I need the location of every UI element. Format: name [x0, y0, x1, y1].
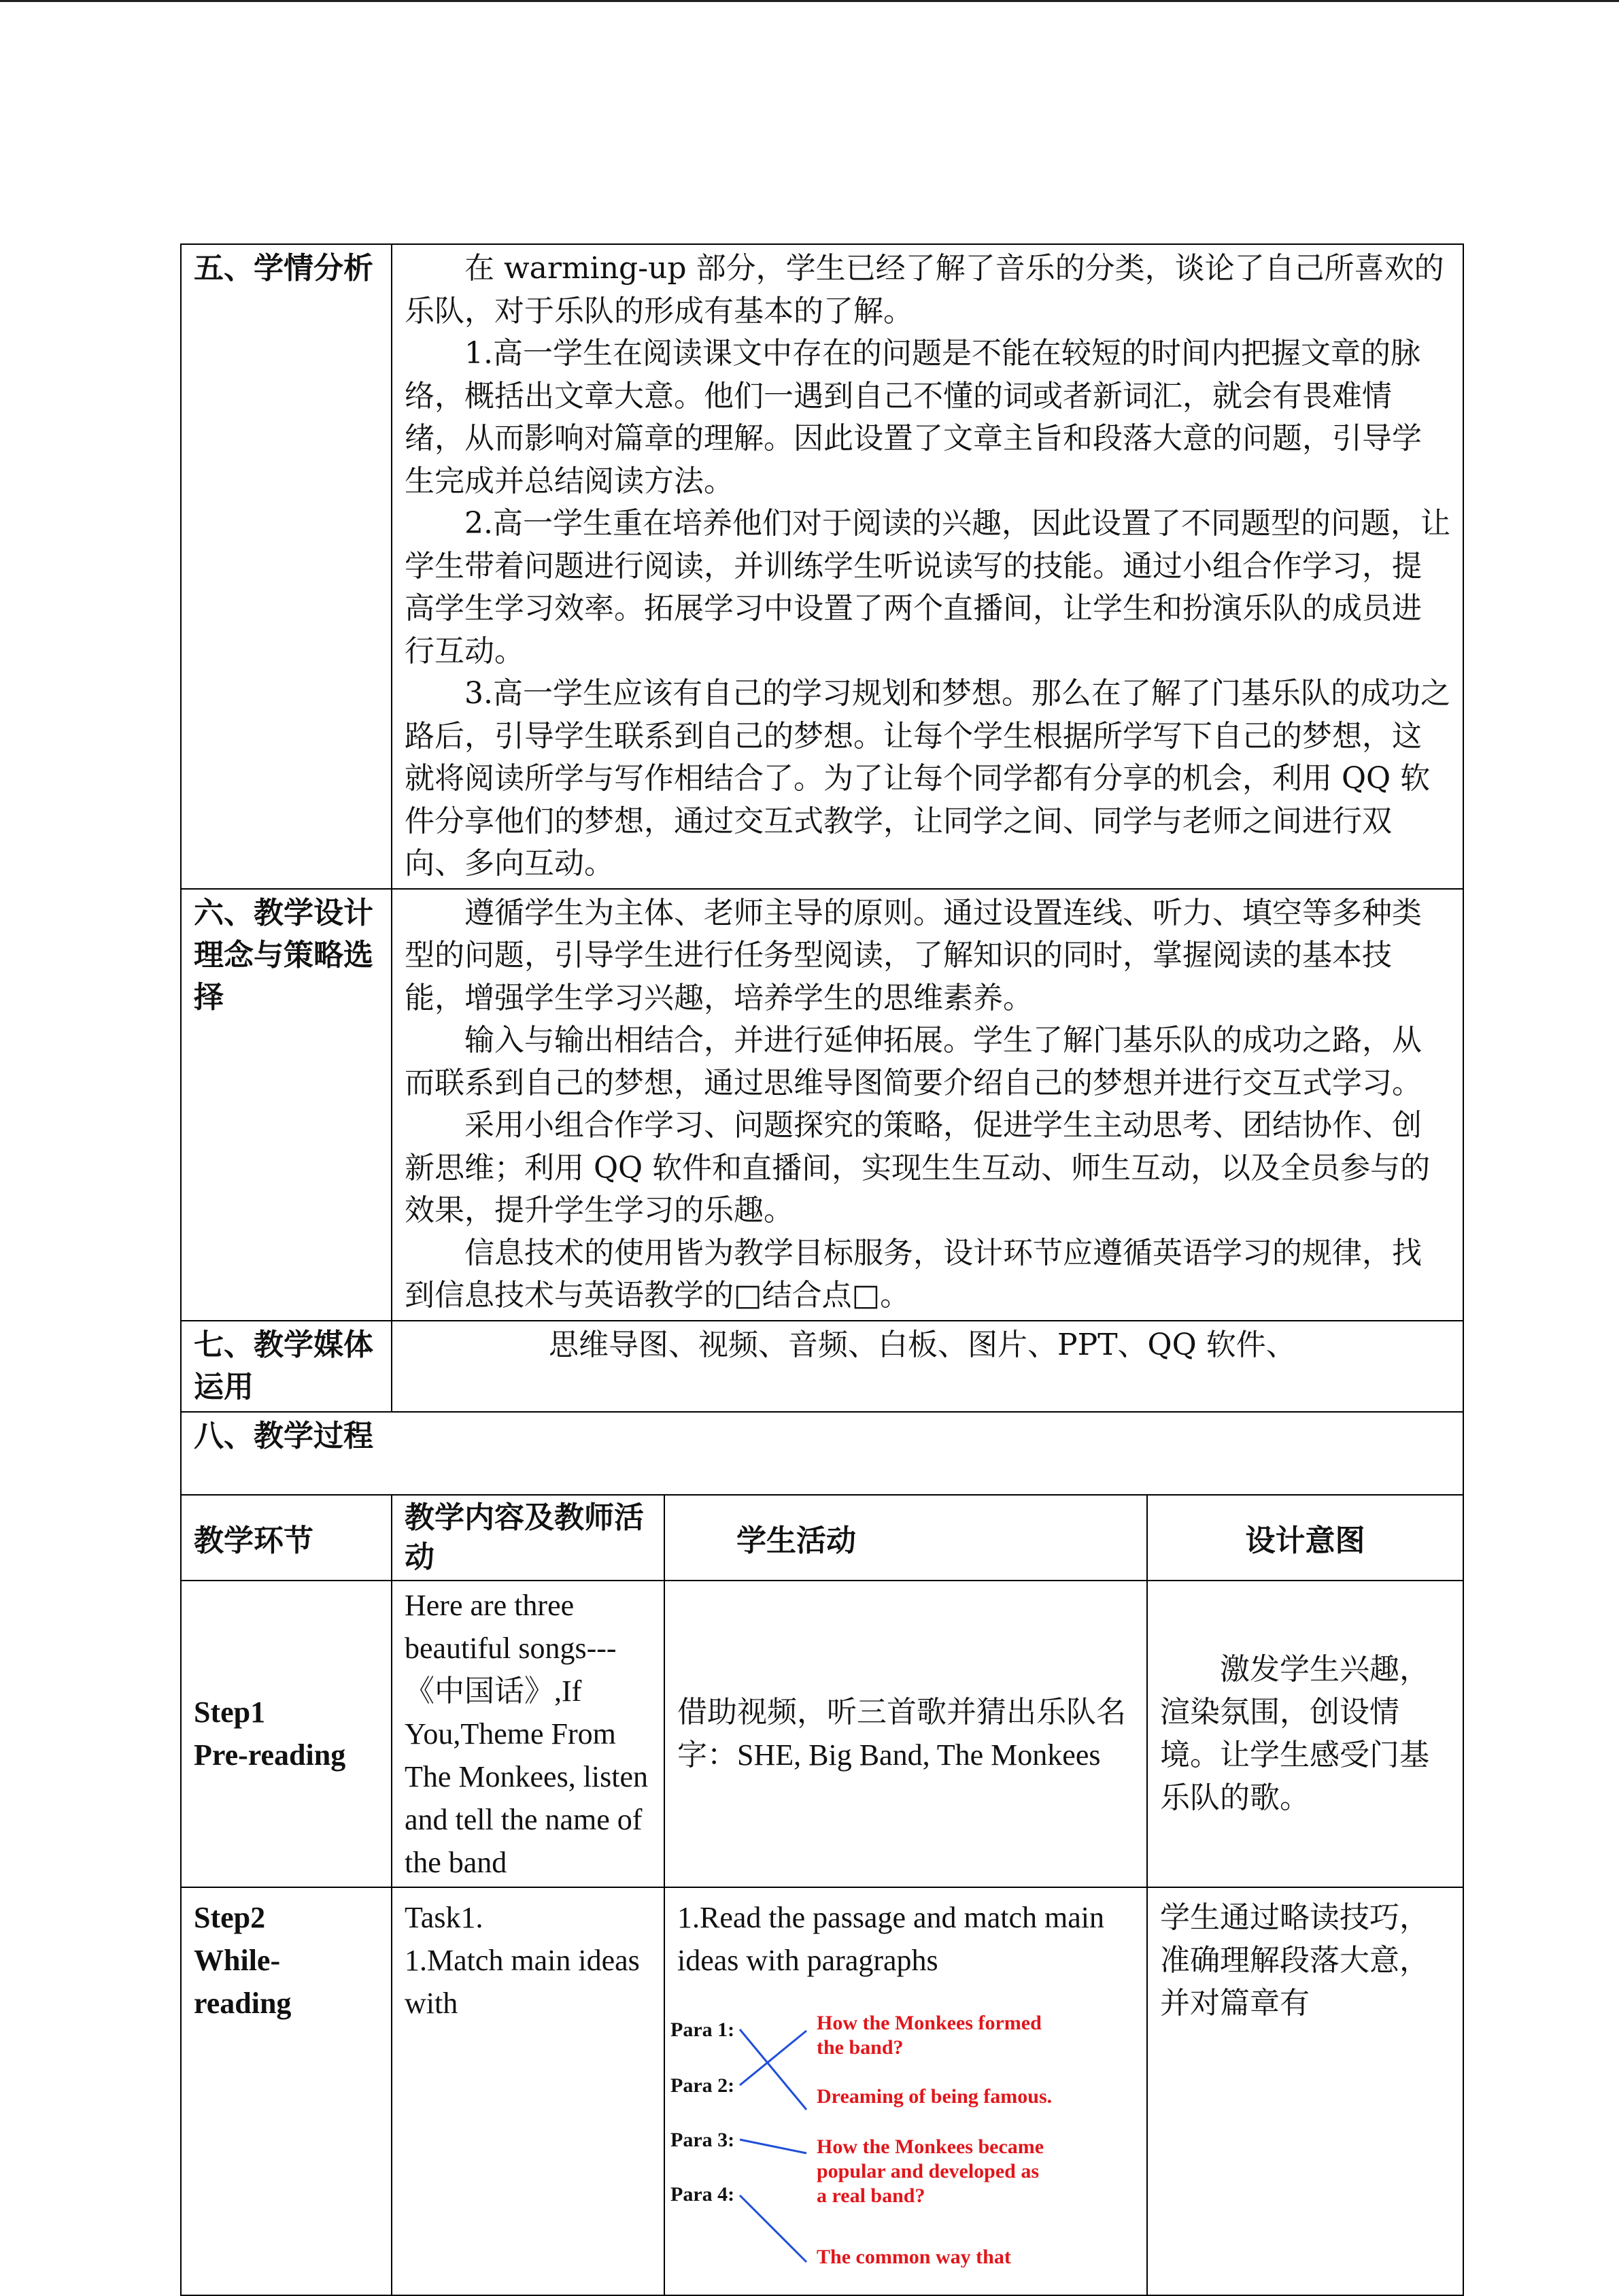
section6-row — [181, 889, 1463, 1321]
section6-content — [392, 889, 1463, 1321]
section6-paragraph: 信息技术的使用皆为教学目标服务，设计环节应遵循英语学习的规律，找到信息技术与英语教学的□结合点□。 — [405, 1235, 1422, 1313]
process-header-row — [181, 1495, 1463, 1581]
section5-content — [392, 244, 1463, 889]
process-row-step1 — [181, 1581, 1463, 1887]
section8-row — [181, 1412, 1463, 1495]
section6-label: 六、教学设计理念与策略选择 — [181, 889, 392, 1321]
section5-paragraph: 2.高一学生重在培养他们对于阅读的兴趣，因此设置了不同题型的问题，让学生带着问题进行阅读，并训练学生听说读写的技能。通过小组合作学习，提高学生学习效率。拓展学习中设置了两个直播间，让学生和扮演乐队的成员进行互动。 — [405, 506, 1450, 669]
match-idea-line: a real band? — [817, 2184, 925, 2207]
step2-student-activity: 1.Read the passage and match main ideas with paragraphs — [677, 1900, 1105, 1977]
section6-paragraph: 输入与输出相结合，并进行延伸拓展。学生了解门基乐队的成功之路，从而联系到自己的梦想，通过思维导图简要介绍自己的梦想并进行交互式学习。 — [405, 1023, 1422, 1100]
match-para-4: Para 4: — [670, 2182, 735, 2206]
step2-teacher-activity: 1.Match main ideas with — [405, 1943, 640, 2020]
section6-paragraph: 采用小组合作学习、问题探究的策略，促进学生主动思考、团结协作、创新思维；利用 QQ 软件和直播间，实现生生互动、师生互动，以及全员参与的效果，提升学生学习的乐趣。 — [405, 1108, 1431, 1228]
section5-row — [181, 244, 1463, 889]
section6-paragraph: 遵循学生为主体、老师主导的原则。通过设置连线、听力、填空等多种类型的问题，引导学生进行任务型阅读，了解知识的同时，掌握阅读的基本技能，增强学生学习兴趣，培养学生的思维素养。 — [405, 895, 1422, 1015]
process-row-step2 — [181, 1887, 1463, 2295]
section5-label: 五、学情分析 — [181, 244, 392, 889]
step1-intent-cell — [1147, 1581, 1463, 1887]
header-student: 学生活动 — [664, 1495, 1147, 1581]
step2-task: Task1. — [405, 1900, 483, 1934]
page-top-border — [0, 0, 1619, 2]
section5-paragraph: 3.高一学生应该有自己的学习规划和梦想。那么在了解了门基乐队的成功之路后，引导学生联系到自己的梦想。让每个学生根据所学写下自己的梦想，这就将阅读所学与写作相结合了。为了让每个同学都有分享的机会，利用 QQ 软件分享他们的梦想，通过交互式教学，让同学之间、同学与老师之间进行双向、多向互动。 — [405, 676, 1450, 881]
match-lines — [740, 2029, 806, 2262]
step1-stage-cell — [181, 1581, 392, 1887]
section8-label: 八、教学过程 — [181, 1412, 1463, 1495]
lesson-plan-page — [180, 243, 1463, 2296]
match-idea-line: popular and developed as — [817, 2159, 1040, 2182]
match-line-4 — [740, 2195, 806, 2262]
section7-content: 思维导图、视频、音频、白板、图片、PPT、QQ 软件、 — [392, 1321, 1463, 1412]
header-intent: 设计意图 — [1147, 1495, 1463, 1581]
match-diagram — [670, 2009, 1119, 2267]
match-para-2: Para 2: — [670, 2074, 735, 2097]
step1-stage: Pre-reading — [194, 1738, 346, 1772]
match-line-1 — [740, 2029, 806, 2110]
match-para-1: Para 1: — [670, 2018, 735, 2041]
step2-teacher-cell — [392, 1887, 664, 2295]
section7-row — [181, 1321, 1463, 1412]
section5-paragraph: 在 warming-up 部分，学生已经了解了音乐的分类，谈论了自己所喜欢的乐队，对于乐队的形成有基本的了解。 — [405, 251, 1444, 328]
section5-paragraph: 1.高一学生在阅读课文中存在的问题是不能在较短的时间内把握文章的脉络，概括出文章大意。他们一遇到自己不懂的词或者新词汇，就会有畏难情绪，从而影响对篇章的理解。因此设置了文章主旨和段落大意的问题，引导学生完成并总结阅读方法。 — [405, 336, 1422, 499]
match-idea-line: Dreaming of being famous. — [817, 2084, 1053, 2108]
match-idea-line: the band? — [817, 2036, 904, 2059]
step1-label: Step1 — [194, 1695, 266, 1729]
match-line-2 — [740, 2031, 806, 2085]
match-idea-line: How the Monkees became — [817, 2135, 1044, 2158]
section7-label: 七、教学媒体运用 — [181, 1321, 392, 1412]
step2-student-cell — [664, 1887, 1147, 2295]
match-para-3: Para 3: — [670, 2128, 735, 2151]
match-line-3 — [740, 2140, 806, 2153]
match-idea-line: The common way that — [817, 2245, 1011, 2267]
step2-stage: While-reading — [194, 1943, 292, 2020]
step1-intent: 激发学生兴趣，渲染氛围，创设情境。让学生感受门基乐队的歌。 — [1160, 1652, 1429, 1815]
match-idea-line: How the Monkees formed — [817, 2011, 1042, 2034]
step2-intent: 学生通过略读技巧，准确理解段落大意，并对篇章有 — [1147, 1887, 1463, 2295]
header-teacher: 教学内容及教师活动 — [392, 1495, 664, 1581]
step1-teacher-activity: Here are three beautiful songs---《中国话》,If You,Theme From The Monkees, listen and tell the name of the band — [392, 1581, 664, 1887]
step2-label: Step2 — [194, 1900, 266, 1934]
step2-stage-cell — [181, 1887, 392, 2295]
step1-student-activity: 借助视频，听三首歌并猜出乐队名字：SHE, Big Band, The Monkees — [664, 1581, 1147, 1887]
info-table — [180, 243, 1464, 1496]
header-stage: 教学环节 — [181, 1495, 392, 1581]
process-table — [180, 1494, 1464, 2296]
